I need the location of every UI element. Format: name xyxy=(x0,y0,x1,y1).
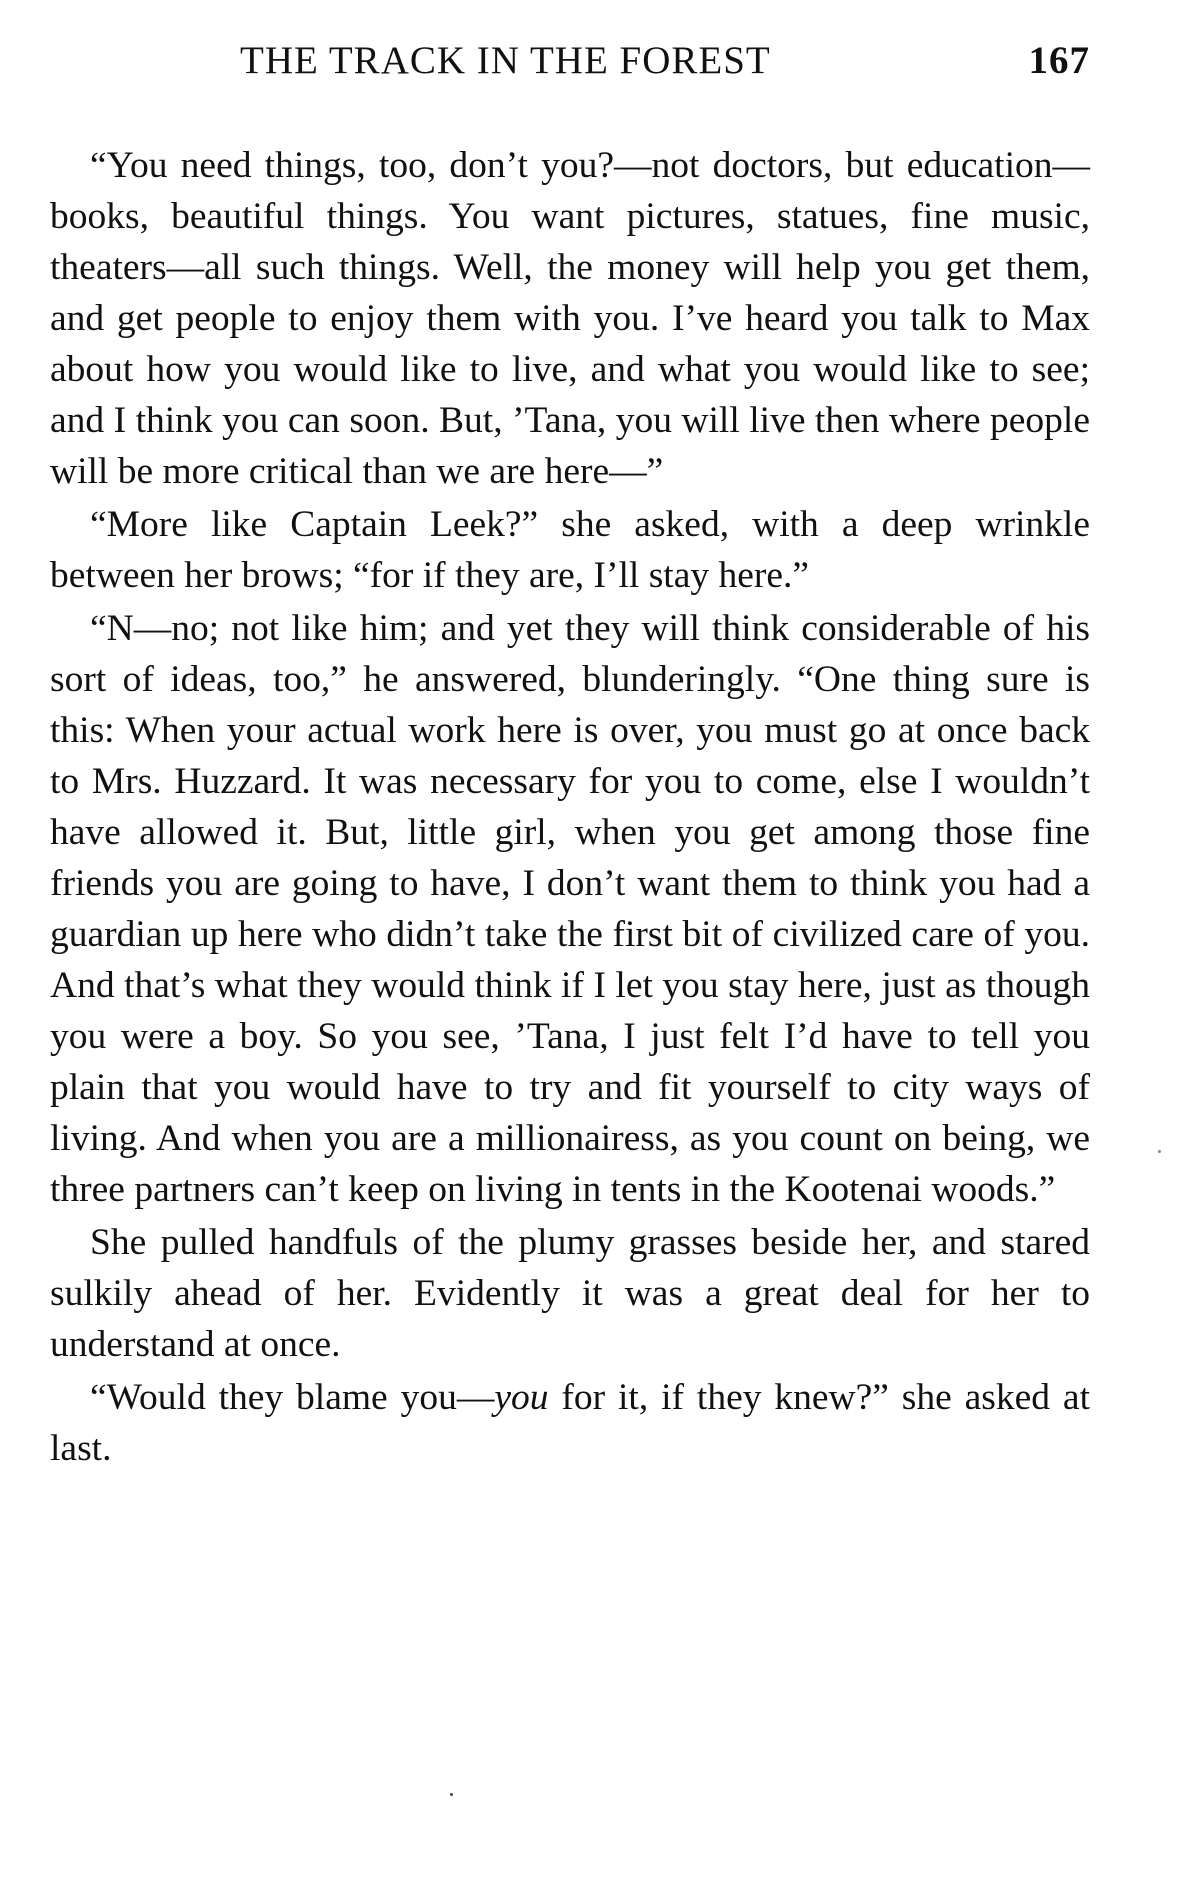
paragraph-1: “You need things, too, don’t you?—not doctors, but education—books, beautiful things. You want pictures, statues, fine music, theaters—all such things. Well, the money will help you get them, and get people to enjoy them with you. I’ve heard you talk to Max about how you would like to live, and what you would like to see; and I think you can soon. But, ’Tana, you will live then where people will be more critical than we are here—” xyxy=(50,145,1090,492)
print-speck-margin xyxy=(1158,1150,1161,1153)
body-text xyxy=(50,140,1090,1474)
page-number: 167 xyxy=(1028,39,1090,82)
paragraph-5 xyxy=(50,1372,1090,1474)
paragraph-4: She pulled handfuls of the plumy grasses beside her, and stared sulkily ahead of her. Evidently it was a great deal for her to understand at once. xyxy=(50,1222,1090,1365)
paragraph-5-part-1: “Would they blame you— xyxy=(90,1377,495,1418)
running-title: THE TRACK IN THE FOREST xyxy=(240,39,771,82)
paragraph-5-part-2: for it, if they knew?” she asked at last. xyxy=(50,1377,1090,1469)
print-speck xyxy=(450,1793,453,1796)
book-page xyxy=(50,30,1090,1474)
paragraph-3: “N—no; not like him; and yet they will think considerable of his sort of ideas, too,” he answered, blunderingly. “One thing sure is this: When your actual work here is over, you must go at once back to Mrs. Huzzard. It was necessary for you to come, else I wouldn’t have allowed it. But, little girl, when you get among those fine friends you are going to have, I don’t want them to think you had a guardian up here who didn’t take the first bit of civilized care of you. And that’s what they would think if I let you stay here, just as though you were a boy. So you see, ’Tana, I just felt I’d have to tell you plain that you would have to try and fit yourself to city ways of living. And when you are a millionairess, as you count on being, we three partners can’t keep on living in tents in the Kootenai woods.” xyxy=(50,608,1090,1210)
running-head xyxy=(50,30,1090,90)
paragraph-2: “More like Captain Leek?” she asked, with a deep wrinkle between her brows; “for if they are, I’ll stay here.” xyxy=(50,504,1090,596)
paragraph-5-emphasis: you xyxy=(494,1377,549,1418)
